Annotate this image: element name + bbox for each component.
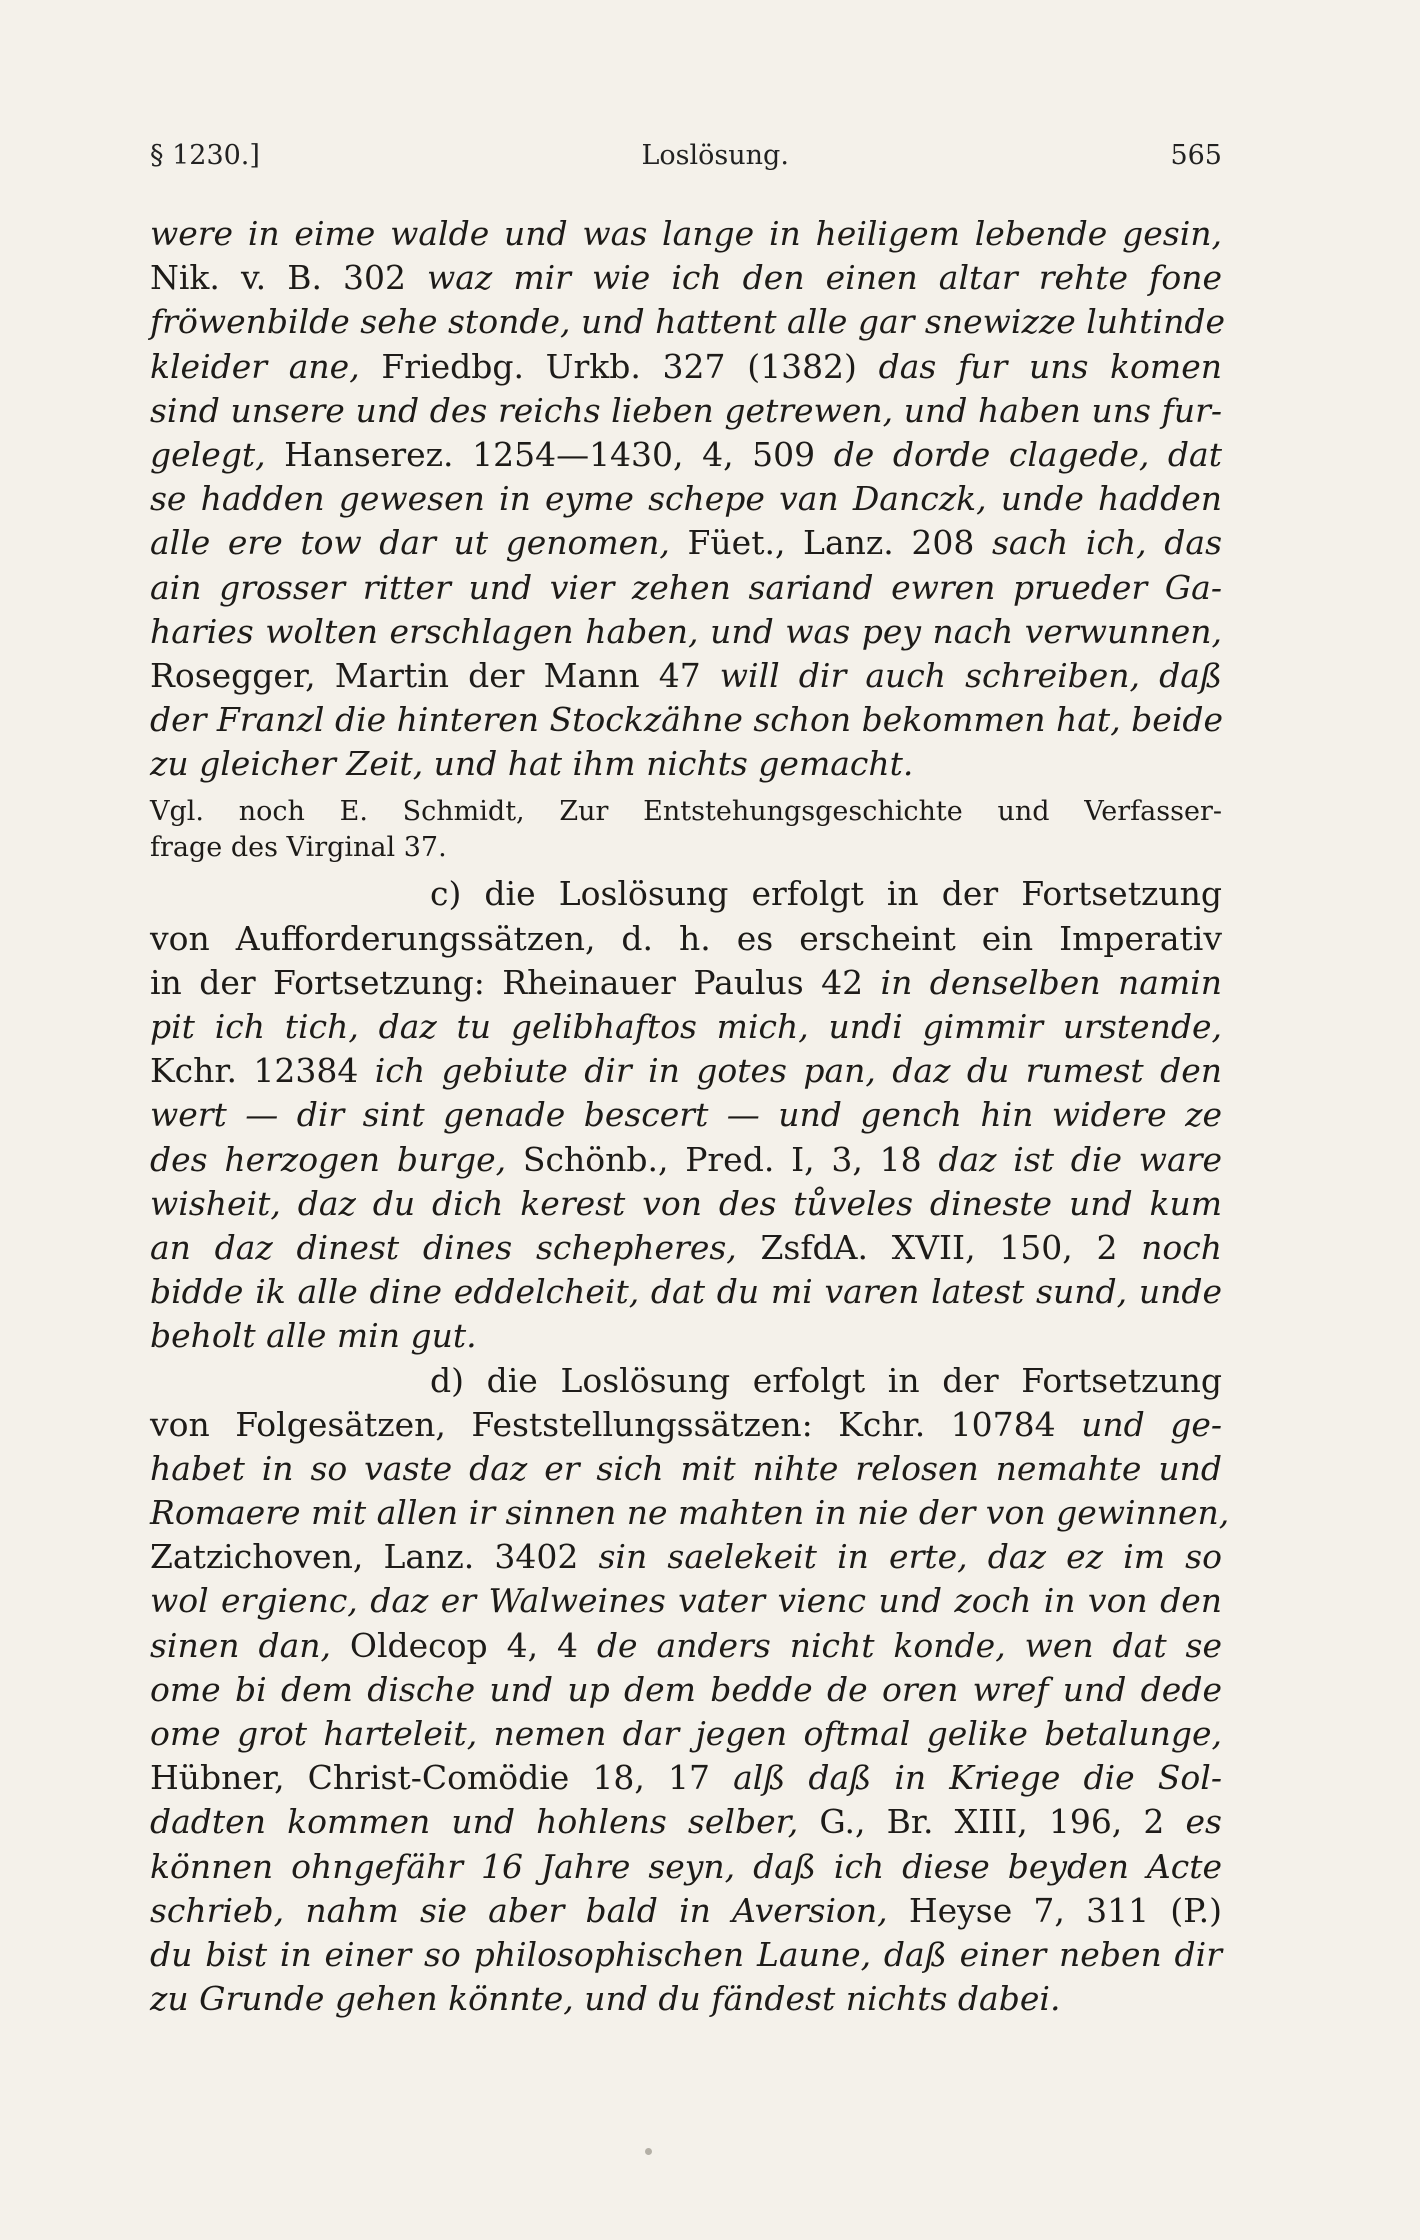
text-line xyxy=(150,1138,1222,1182)
italic-quote-segment: gelegt, xyxy=(150,434,266,474)
text-line xyxy=(150,1049,1222,1093)
text-line xyxy=(150,1314,1222,1358)
page-number: 565 xyxy=(1170,140,1222,171)
roman-segment: ZsfdA. XVII, 150, 2 xyxy=(736,1227,1142,1267)
text-line xyxy=(150,872,1222,916)
italic-quote-segment: an daz dinest dines schepheres, xyxy=(150,1227,737,1267)
italic-quote-segment: schrieb, nahm sie aber bald in Aversion, xyxy=(150,1890,888,1930)
text-line xyxy=(150,300,1226,344)
italic-quote-segment: Romaere mit allen ir sinnen ne mahten in nie der von gewinnen, xyxy=(150,1493,1230,1533)
text-line xyxy=(150,1270,1222,1314)
italic-quote-segment: wisheit, daz du dich kerest von des tůveles dineste und kum xyxy=(150,1183,1222,1223)
italic-quote-segment: sinen dan, xyxy=(150,1625,331,1665)
italic-quote-segment: de dorde clagede, dat xyxy=(833,434,1222,474)
italic-quote-segment: alß daß in Kriege die Sol- xyxy=(733,1758,1222,1798)
italic-quote-segment: der Franzl die hinteren Stockzähne schon bekommen hat, beide xyxy=(150,700,1224,740)
roman-segment: Nik. v. B. 302 xyxy=(150,258,427,298)
text-line xyxy=(150,1579,1222,1623)
italic-quote-segment: es xyxy=(1185,1802,1222,1842)
text-line xyxy=(150,1226,1222,1270)
paragraph-examples-b xyxy=(150,212,1226,786)
text-line xyxy=(150,1977,1222,2021)
italic-quote-segment: zu gleicher Zeit, und hat ihm nichts gemacht. xyxy=(150,744,914,784)
text-line xyxy=(150,1535,1222,1579)
text-line xyxy=(150,1668,1222,1712)
roman-segment: in der Fortsetzung: Rheinauer Paulus 42 xyxy=(150,962,881,1002)
italic-quote-segment: das fur uns komen xyxy=(878,346,1222,386)
roman-segment: von Folgesätzen, Feststellungssätzen: Kchr. 10784 xyxy=(150,1404,1082,1444)
text-line xyxy=(150,566,1222,610)
italic-quote-segment: will dir auch schreiben, daß xyxy=(719,655,1222,695)
roman-segment: Hübner, Christ-Comödie 18, 17 xyxy=(150,1758,734,1798)
italic-quote-segment: haries wolten erschlagen haben, und was pey nach verwunnen, xyxy=(150,611,1222,651)
scan-speck xyxy=(645,2148,652,2155)
text-line xyxy=(150,389,1222,433)
italic-quote-segment: bidde ik alle dine eddelcheit, dat du mi varen latest sund, unde xyxy=(150,1272,1222,1312)
italic-quote-segment: pit ich tich, daz tu gelibhaftos mich, undi gimmir urstende, xyxy=(150,1007,1222,1046)
text-line xyxy=(150,1403,1222,1447)
text-line xyxy=(150,961,1222,1005)
italic-quote-segment: in denselben namin xyxy=(880,962,1222,1002)
text-line xyxy=(150,698,1222,742)
text-line xyxy=(150,1845,1222,1889)
roman-segment: c) die Loslösung erfolgt in der Fortsetzung xyxy=(430,874,1222,914)
italic-quote-segment: noch xyxy=(1141,1227,1222,1267)
italic-quote-segment: se hadden gewesen in eyme schepe van Danczk, unde hadden xyxy=(150,479,1222,519)
italic-quote-segment: fröwenbilde sehe stonde, und hattent alle gar snewizze luhtinde xyxy=(150,302,1226,342)
text-line xyxy=(150,610,1222,654)
roman-segment: Schönb., Pred. I, 3, 18 xyxy=(506,1139,939,1179)
roman-segment: Friedbg. Urkb. 327 (1382) xyxy=(359,346,879,386)
roman-segment: Hanserez. 1254—1430, 4, 509 xyxy=(265,434,834,474)
italic-quote-segment: de anders nicht konde, wen dat se xyxy=(596,1625,1222,1665)
roman-segment: von Aufforderungssätzen, d. h. es erscheint ein Imperativ xyxy=(150,918,1222,958)
roman-segment: Kchr. 12384 xyxy=(150,1051,375,1091)
text-line xyxy=(150,1447,1222,1491)
text-line xyxy=(150,1093,1222,1137)
paragraph-section-d xyxy=(150,1359,1230,2022)
text-line xyxy=(150,1624,1222,1668)
roman-segment: Vgl. noch E. Schmidt, Zur Entstehungsgeschichte und Verfasser- xyxy=(150,796,1222,828)
italic-quote-segment: zu Grunde gehen könnte, und du fändest nichts dabei. xyxy=(150,1979,1061,2019)
italic-quote-segment: habet in so vaste daz er sich mit nihte relosen nemahte und xyxy=(150,1448,1222,1488)
italic-quote-segment: und ge- xyxy=(1081,1404,1222,1444)
italic-quote-segment: daz ist die ware xyxy=(938,1139,1222,1179)
text-line xyxy=(150,1491,1230,1535)
text-line xyxy=(150,521,1222,565)
italic-quote-segment: were in eime walde und was lange in heiligem lebende gesin, xyxy=(150,214,1222,253)
roman-segment: Zatzichoven, Lanz. 3402 xyxy=(150,1537,599,1577)
italic-quote-segment: können ohngefähr 16 Jahre seyn, daß ich diese beyden Acte xyxy=(150,1846,1222,1886)
roman-segment: Füet., Lanz. 208 xyxy=(669,523,992,563)
italic-quote-segment: ich gebiute dir in gotes pan, daz du rumest den xyxy=(374,1051,1222,1091)
roman-segment: Oldecop 4, 4 xyxy=(331,1625,597,1665)
text-line xyxy=(150,345,1222,389)
roman-segment: G., Br. XIII, 196, 2 xyxy=(798,1802,1186,1842)
text-line xyxy=(150,794,1222,830)
text-line xyxy=(150,1800,1222,1844)
italic-quote-segment: ain grosser ritter und vier zehen sariand ewren prueder Ga- xyxy=(150,567,1222,607)
italic-quote-segment: sach ich, das xyxy=(991,523,1223,563)
italic-quote-segment: wol ergienc, daz er Walweines vater vienc und zoch in von den xyxy=(150,1581,1222,1621)
italic-quote-segment: waz mir wie ich den einen altar rehte fone xyxy=(427,258,1222,298)
reference-note xyxy=(150,794,1222,866)
text-line xyxy=(150,212,1222,256)
italic-quote-segment: du bist in einer so philosophischen Laune, daß einer neben dir xyxy=(150,1934,1222,1974)
italic-quote-segment: beholt alle min gut. xyxy=(150,1316,477,1356)
text-line xyxy=(150,1005,1222,1049)
chapter-title: Loslösung. xyxy=(641,140,789,171)
italic-quote-segment: dadten kommen und hohlens selber, xyxy=(150,1802,799,1842)
section-reference: § 1230.] xyxy=(150,140,260,171)
italic-quote-segment: ome grot harteleit, nemen dar jegen oftmal gelike betalunge, xyxy=(150,1714,1222,1753)
body-text xyxy=(150,212,1230,2021)
running-head xyxy=(150,140,1222,182)
text-line xyxy=(150,477,1222,521)
text-line xyxy=(150,830,1222,866)
text-line xyxy=(150,1756,1222,1800)
italic-quote-segment: des herzogen burge, xyxy=(150,1139,507,1179)
text-line xyxy=(150,1889,1222,1933)
italic-quote-segment: ome bi dem dische und up dem bedde de oren wref und dede xyxy=(150,1669,1222,1709)
italic-quote-segment: sind unsere und des reichs lieben getrewen, und haben uns fur- xyxy=(150,390,1222,430)
italic-quote-segment: wert — dir sint genade bescert — und gench hin widere ze xyxy=(150,1095,1222,1135)
text-line xyxy=(150,1933,1222,1977)
book-page xyxy=(150,140,1230,2021)
roman-segment: Rosegger, Martin der Mann 47 xyxy=(150,655,720,695)
text-line xyxy=(150,654,1222,698)
text-line xyxy=(150,256,1222,300)
text-line xyxy=(150,742,1222,786)
roman-segment: frage des Virginal 37. xyxy=(150,832,447,864)
paragraph-section-c xyxy=(150,872,1222,1358)
italic-quote-segment: kleider ane, xyxy=(150,346,360,386)
text-line xyxy=(150,1712,1222,1756)
text-line xyxy=(150,917,1222,961)
italic-quote-segment: sin saelekeit in erte, daz ez im so xyxy=(598,1537,1222,1577)
text-line xyxy=(150,433,1222,477)
roman-segment: Heyse 7, 311 (P.) xyxy=(887,1890,1222,1930)
text-line xyxy=(150,1359,1222,1403)
roman-segment: d) die Loslösung erfolgt in der Fortsetzung xyxy=(430,1360,1222,1400)
text-line xyxy=(150,1182,1222,1226)
italic-quote-segment: alle ere tow dar ut genomen, xyxy=(150,523,670,563)
